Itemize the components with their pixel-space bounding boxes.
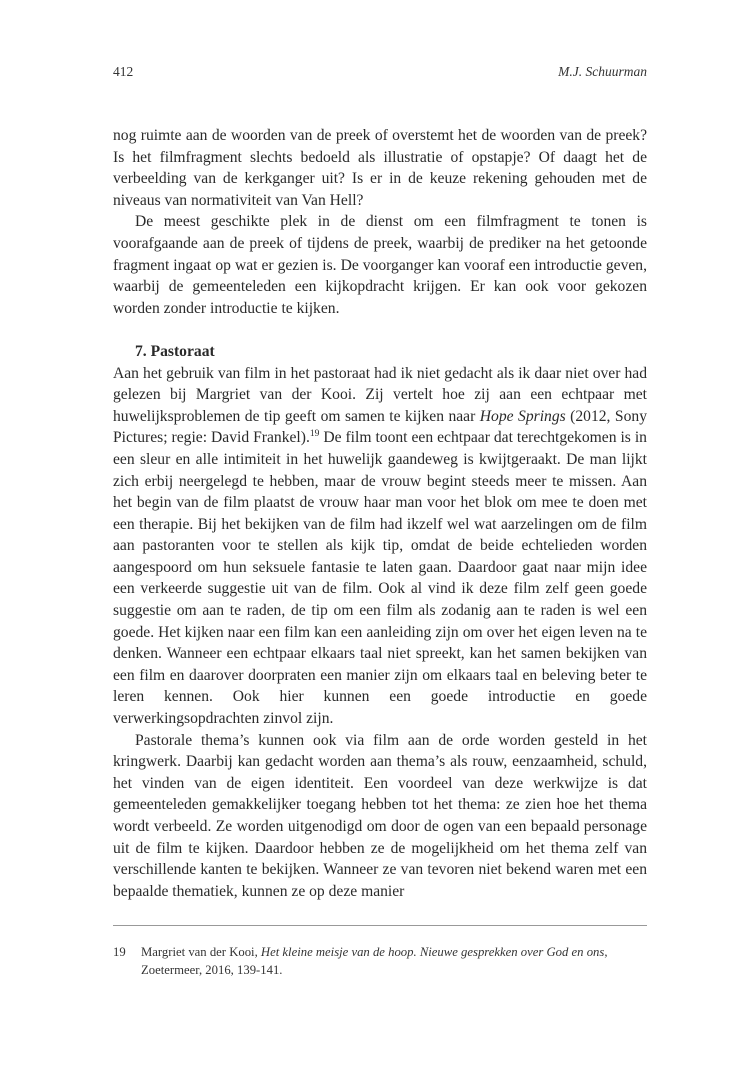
paragraph-text: De film toont een echtpaar dat terechtgekomen is in een sleur en alle intimiteit in het huwelijk gaandeweg is kwijtgeraakt. De man lijkt zich erbij neergelegd te hebben, maar de vrouw begint steeds meer te missen. Aan het begin van de film plaatst de vrouw haar man voor het blok om mee te doen met een therapie. Bij het bekijken van de film had ikzelf wel wat aarzelingen om de film aan pastoranten voor te stellen als kijk tip, omdat de beide echtelieden worden aangespoord om hun seksuele fantasie te laten gaan. Daardoor gaat naar mijn idee een verkeerde suggestie uit van de film. Ook al vind ik deze film zelf geen goede suggestie om aan te raden, de tip om een film als zodanig aan te raden is wel een goede. Het kijken naar een film kan een aanleiding zijn om over het eigen leven na te denken. Wanneer een echtpaar elkaars taal niet spreekt, kan het samen bekijken van een film en daarover doorpraten een manier zijn om elkaars taal en beleving beter te leren kennen. Ook hier kunnen een goede introductie en goede verwerkingsopdrachten zinvol zijn. xyxy=(113,429,647,728)
footnote-number: 19 xyxy=(113,945,126,959)
footnote xyxy=(113,943,647,979)
running-head-author: M.J. Schuurman xyxy=(558,64,647,79)
footnote-reference[interactable]: 19 xyxy=(309,429,320,440)
footnote-text xyxy=(141,943,647,979)
paragraph xyxy=(113,363,647,730)
paragraph: Pastorale thema’s kunnen ook via film aan de orde worden gesteld in het kringwerk. Daarbij kan gedacht worden aan thema’s als rouw, eenzaamheid, schuld, het vinden van de eigen identiteit. Een voordeel van deze werkwijze is dat gemeenteleden gemakkelijker toegang hebben tot het thema: ze zien hoe het thema wordt verbeeld. Ze worden uitgenodigd om door de ogen van een bepaald personage uit de film te kijken. Daardoor hebben ze de mogelijkheid om het thema zelf van verschillende kanten te bekijken. Wanneer ze van tevoren niet bekend waren met een bepaalde thematiek, kunnen ze op deze manier xyxy=(113,731,647,900)
footnote-divider xyxy=(113,925,647,926)
paragraph: nog ruimte aan de woorden van de preek of overstemt het de woorden van de preek? Is het filmfragment slechts bedoeld als illustratie of opstapje? Of daagt het de verbeelding van de kerkganger uit? Is er in de keuze rekening gehouden met de niveaus van normativiteit van Van Hell? xyxy=(113,127,647,209)
footnote-author: Margriet van der Kooi, xyxy=(141,945,261,959)
page-number: 412 xyxy=(113,64,134,79)
body-text xyxy=(113,125,647,902)
paragraph: De meest geschikte plek in de dienst om een filmfragment te tonen is voorafgaande aan de preek of tijdens de preek, waarbij de prediker na het getoonde fragment ingaat op wat er gezien is. De voorganger kan vooraf een introductie geven, waarbij de gemeenteleden een kijkopdracht krijgen. Er kan ook voor gekozen worden zonder introductie te kijken. xyxy=(113,213,647,317)
footnote-publication: , Zoetermeer, 2016, 139-141. xyxy=(141,945,608,977)
section-heading: 7. Pastoraat xyxy=(135,342,215,360)
film-title: Hope Springs xyxy=(479,407,566,425)
paragraph-text: Aan het gebruik van film in het pastoraat had ik niet gedacht als ik daar niet over had gelezen bij Margriet van der Kooi. Zij vertelt hoe zij aan een echtpaar met huwelijksproblemen de tip geeft om samen te kijken naar xyxy=(113,364,647,425)
footnote-book-title: Het kleine meisje van de hoop. Nieuwe gesprekken over God en ons xyxy=(260,945,605,959)
paragraph-text: (2012, Sony Pictures; regie: David Frankel). xyxy=(113,407,647,447)
